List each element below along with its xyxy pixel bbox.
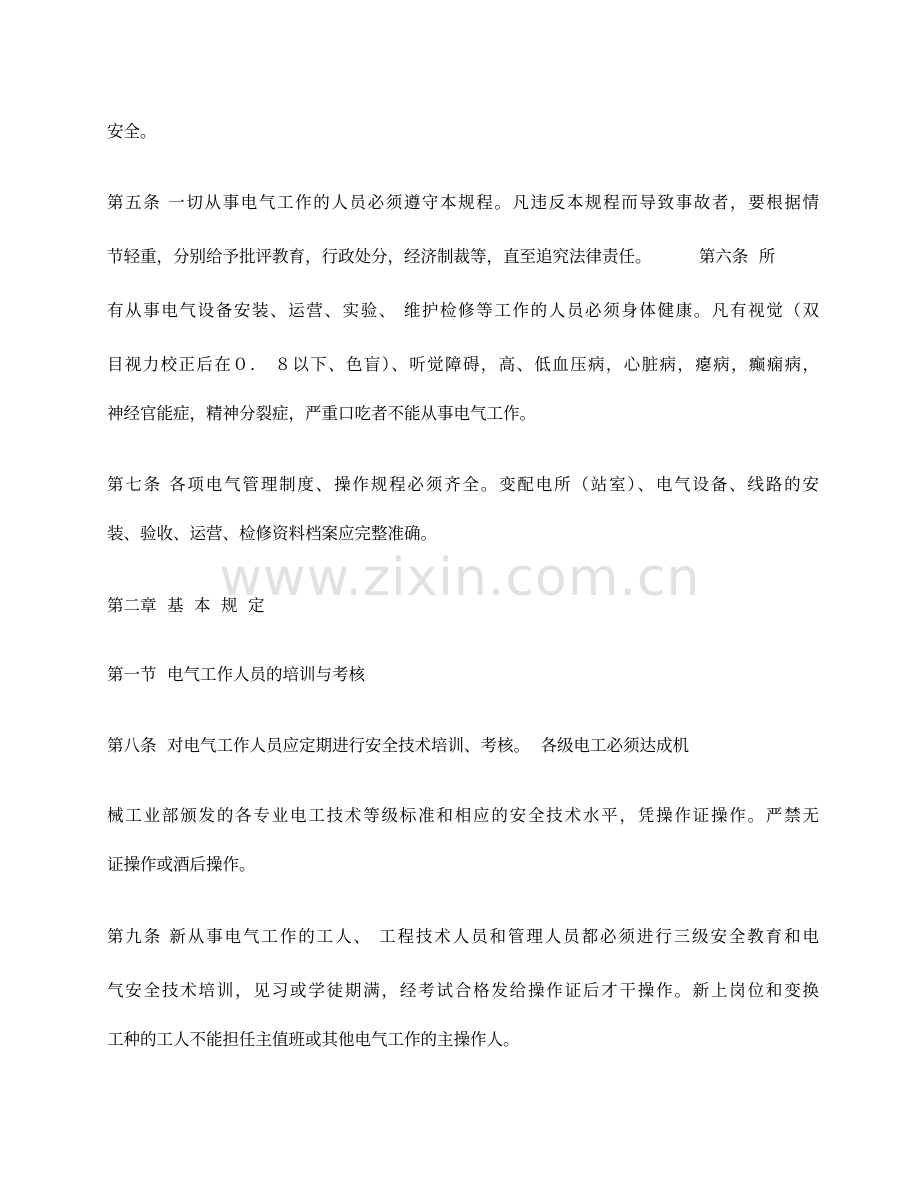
- text-line: 安全。: [107, 122, 157, 141]
- text-line: 第七条 各项电气管理制度、操作规程必须齐全。变配电所（站室）、电气设备、线路的安: [107, 475, 819, 494]
- section-heading: 第一节 电气工作人员的培训与考核: [107, 665, 365, 684]
- text-line: 械工业部颁发的各专业电工技术等级标准和相应的安全技术水平，凭操作证操作。严禁无: [107, 806, 819, 825]
- text-line: 目视力校正后在０． ８以下、色盲）、听觉障碍，高、低血压病，心脏病，瘪病，癫痫病，: [107, 355, 819, 374]
- chapter-heading: 第二章 基 本 规 定: [107, 596, 265, 615]
- text-line: 气安全技术培训，见习或学徒期满，经考试合格发给操作证后才干操作。新上岗位和变换: [107, 981, 819, 1000]
- text-line: 第五条 一切从事电气工作的人员必须遵守本规程。凡违反本规程而导致事故者，要根据情: [107, 193, 819, 212]
- text-line: 装、验收、运营、检修资料档案应完整准确。: [107, 524, 437, 543]
- text-line: 神经官能症，精神分裂症，严重口吃者不能从事电气工作。: [107, 404, 536, 423]
- text-line: 有从事电气设备安装、运营、实验、 维护检修等工作的人员必须身体健康。凡有视觉（双: [107, 301, 819, 320]
- text-line: 证操作或酒后操作。: [107, 855, 256, 874]
- watermark: www.zixin.com.cn: [219, 548, 701, 608]
- text-line: 工种的工人不能担任主值班或其他电气工作的主操作人。: [107, 1030, 520, 1049]
- text-line: 节轻重，分别给予批评教育，行政处分，经济制裁等，直至追究法律责任。 第六条 所: [107, 247, 776, 266]
- text-line: 第九条 新从事电气工作的工人、 工程技术人员和管理人员都必须进行三级安全教育和电: [107, 927, 819, 946]
- text-line: 第八条 对电气工作人员应定期进行安全技术培训、考核。 各级电工必须达成机: [107, 736, 689, 755]
